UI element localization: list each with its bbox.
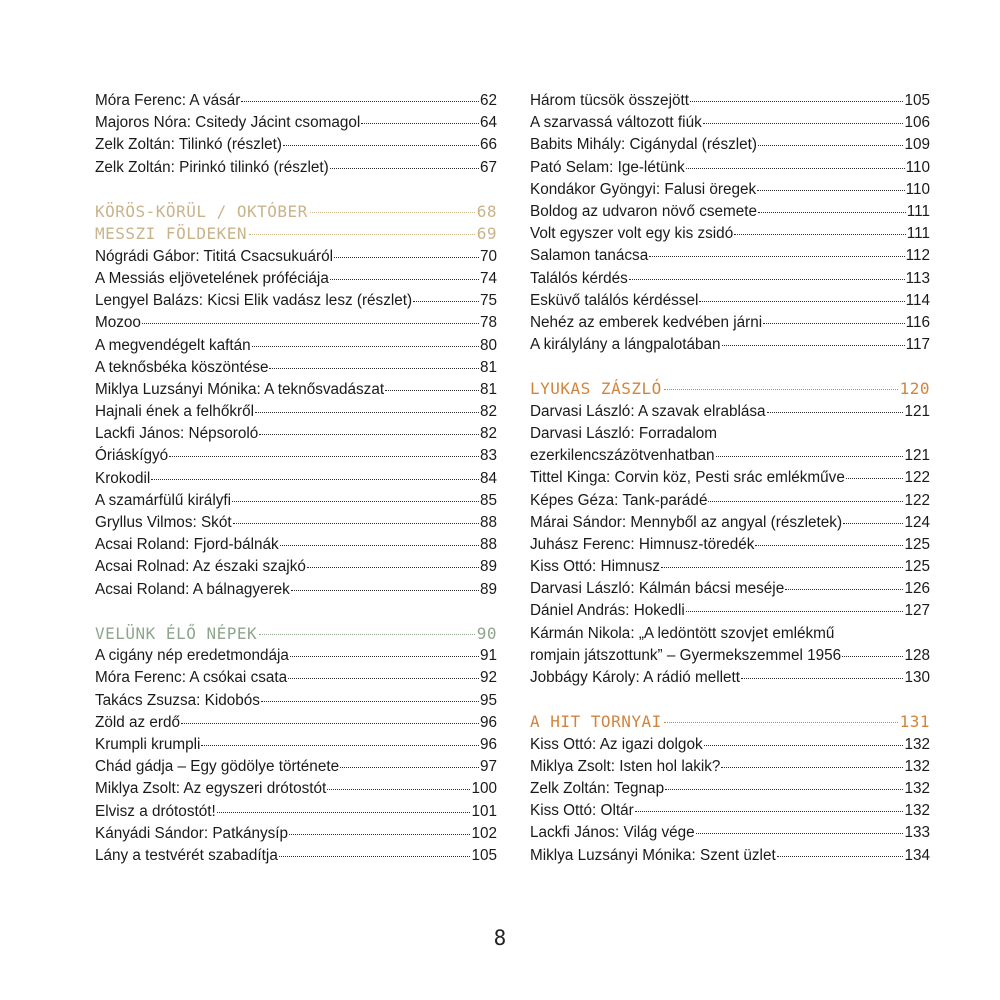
dot-leader xyxy=(843,523,903,524)
toc-entry-page: 117 xyxy=(905,336,930,354)
toc-entry-title: Találós kérdés xyxy=(530,269,628,287)
dot-leader xyxy=(169,456,479,457)
toc-entry xyxy=(95,335,497,357)
dot-leader xyxy=(241,101,479,102)
dot-leader xyxy=(842,656,903,657)
toc-entry-title: Zelk Zoltán: Pirinkó tilinkó (részlet) xyxy=(95,158,329,176)
toc-entry-title: A teknősbéka köszöntése xyxy=(95,358,269,376)
toc-entry-page: 89 xyxy=(479,558,497,576)
section-title: MESSZI FÖLDEKEN xyxy=(95,224,247,244)
toc-entry-title: Tittel Kinga: Corvin köz, Pesti srác emlékműve xyxy=(530,469,845,487)
toc-entry-title: A királylány a lángpalotában xyxy=(530,336,721,354)
toc-group xyxy=(95,645,497,867)
dot-leader xyxy=(686,168,905,169)
toc-entry-title: Kármán Nikola: „A ledöntött szovjet emlékmű xyxy=(530,624,835,642)
dot-leader xyxy=(699,301,904,302)
toc-entry-page: 106 xyxy=(904,114,930,132)
toc-entry-page: 78 xyxy=(479,314,497,332)
dot-leader xyxy=(741,678,903,679)
toc-entry xyxy=(95,112,497,134)
toc-entry-title: Hajnali ének a felhőkről xyxy=(95,403,255,421)
toc-entry xyxy=(95,401,497,423)
section-page: 69 xyxy=(476,224,497,244)
toc-entry xyxy=(530,556,930,578)
toc-entry-page: 109 xyxy=(904,136,930,154)
toc-entry xyxy=(95,268,497,290)
toc-entry xyxy=(95,512,497,534)
toc-entry-title: Majoros Nóra: Csitedy Jácint csomagol xyxy=(95,114,361,132)
toc-entry xyxy=(530,157,930,179)
dot-leader xyxy=(288,678,479,679)
toc-entry-title: Darvasi László: Kálmán bácsi meséje xyxy=(530,580,785,598)
toc-entry xyxy=(530,778,930,800)
toc-entry-page: 105 xyxy=(904,92,930,109)
toc-entry-title: ezerkilencszázötvenhatban xyxy=(530,447,715,465)
toc-entry-title: Márai Sándor: Mennyből az angyal (részletek) xyxy=(530,513,843,531)
toc-right-column xyxy=(530,90,930,867)
section-heading xyxy=(95,201,497,224)
toc-entry-title: Dániel András: Hokedli xyxy=(530,602,685,620)
toc-entry xyxy=(95,468,497,490)
toc-entry-page: 116 xyxy=(905,313,930,331)
dot-leader xyxy=(307,567,479,568)
toc-group xyxy=(530,90,930,356)
toc-entry xyxy=(530,223,930,245)
toc-entry-page: 85 xyxy=(479,491,497,509)
toc-entry-page: 130 xyxy=(904,669,930,686)
toc-entry-page: 81 xyxy=(479,380,497,398)
toc-entry-title: Darvasi László: A szavak elrablása xyxy=(530,402,766,420)
toc-entry xyxy=(95,423,497,445)
toc-entry xyxy=(95,246,497,268)
dot-leader xyxy=(629,279,905,280)
toc-entry-title: Zöld az erdő xyxy=(95,713,181,731)
toc-entry xyxy=(530,800,930,822)
toc-entry-page: 88 xyxy=(479,536,497,554)
toc-entry-page: 97 xyxy=(479,758,497,776)
toc-entry-title: Acsai Roland: Fjord-bálnák xyxy=(95,536,279,554)
dot-leader xyxy=(722,345,905,346)
section-page: 68 xyxy=(476,201,497,221)
toc-entry-title: Esküvő találós kérdéssel xyxy=(530,291,699,309)
section-page: 120 xyxy=(899,379,930,399)
toc-group xyxy=(95,246,497,601)
toc-entry-page: 110 xyxy=(905,158,930,176)
toc-entry-page: 88 xyxy=(479,514,497,531)
toc-entry-page: 89 xyxy=(479,580,497,598)
toc-entry-page: 75 xyxy=(479,292,497,310)
toc-entry-page: 74 xyxy=(479,269,497,287)
toc-entry-title: A megvendégelt kaftán xyxy=(95,336,251,354)
toc-entry xyxy=(95,490,497,512)
toc-entry-page: 113 xyxy=(905,269,930,287)
toc-entry-page: 83 xyxy=(479,447,497,465)
section-title: A HIT TORNYAI xyxy=(530,712,662,732)
dot-leader xyxy=(696,833,904,834)
toc-entry-page: 111 xyxy=(906,225,930,243)
toc-entry-page: 127 xyxy=(904,602,930,620)
dot-leader xyxy=(716,456,904,457)
dot-leader xyxy=(283,145,479,146)
toc-entry-title: Pató Selam: Ige-létünk xyxy=(530,158,685,176)
toc-entry-title: Salamon tanácsa xyxy=(530,247,649,265)
toc-entry-page: 105 xyxy=(471,846,497,864)
toc-entry-page: 125 xyxy=(904,535,930,553)
dot-leader xyxy=(690,101,903,102)
toc-entry-page: 102 xyxy=(471,824,497,842)
toc-entry-page: 70 xyxy=(479,247,497,265)
toc-entry-title: Lengyel Balázs: Kicsi Elik vadász lesz (részlet) xyxy=(95,292,413,310)
dot-leader xyxy=(142,323,479,324)
toc-entry-page: 66 xyxy=(479,136,497,154)
dot-leader xyxy=(259,434,479,435)
dot-leader xyxy=(708,501,903,502)
toc-entry-page: 126 xyxy=(904,580,930,598)
toc-entry xyxy=(95,667,497,689)
toc-entry-page: 125 xyxy=(904,558,930,576)
dot-leader xyxy=(846,478,904,479)
toc-entry xyxy=(530,822,930,844)
dot-leader xyxy=(763,323,904,324)
dot-leader xyxy=(385,390,479,391)
dot-leader xyxy=(785,589,903,590)
dot-leader xyxy=(686,611,904,612)
dot-leader xyxy=(151,479,479,480)
toc-entry-title: Elvisz a drótostót! xyxy=(95,802,216,820)
toc-entry xyxy=(530,600,930,622)
toc-entry-title: Volt egyszer volt egy kis zsidó xyxy=(530,225,734,243)
toc-entry-page: 100 xyxy=(471,780,497,798)
dot-leader xyxy=(758,212,906,213)
dot-leader xyxy=(252,346,479,347)
toc-entry-title: Darvasi László: Forradalom xyxy=(530,424,718,442)
toc-entry-title: Kiss Ottó: Himnusz xyxy=(530,558,661,576)
toc-entry-page: 111 xyxy=(906,202,930,220)
toc-entry xyxy=(95,823,497,845)
toc-entry-title: Acsai Rolnad: Az északi szajkó xyxy=(95,558,306,576)
dot-leader xyxy=(289,834,470,835)
toc-entry-page: 122 xyxy=(904,491,930,509)
dot-leader xyxy=(330,168,479,169)
toc-entry-page: 95 xyxy=(479,691,497,709)
toc-entry xyxy=(95,778,497,800)
toc-entry-page: 91 xyxy=(479,647,497,665)
dot-leader xyxy=(279,856,471,857)
toc-entry xyxy=(530,467,930,489)
toc-entry xyxy=(95,845,497,867)
toc-entry-page: 96 xyxy=(479,736,497,753)
toc-entry xyxy=(530,490,930,512)
section-heading xyxy=(530,711,930,734)
toc-entry-title: Lackfi János: Népsoroló xyxy=(95,425,259,443)
dot-leader xyxy=(664,722,898,723)
dot-leader xyxy=(361,123,479,124)
toc-entry xyxy=(95,579,497,601)
toc-entry-title: Lány a testvérét szabadítja xyxy=(95,846,278,864)
toc-entry xyxy=(95,734,497,756)
toc-entry-title: Chád gádja – Egy gödölye története xyxy=(95,758,340,776)
dot-leader xyxy=(327,789,470,790)
section-heading xyxy=(95,623,497,646)
dot-leader xyxy=(635,811,904,812)
toc-entry-title: Krokodil xyxy=(95,469,151,487)
toc-entry xyxy=(95,534,497,556)
toc-entry-page: 114 xyxy=(905,291,930,309)
toc-entry-page: 67 xyxy=(479,158,497,176)
toc-entry-page: 96 xyxy=(479,713,497,731)
section-title: LYUKAS ZÁSZLÓ xyxy=(530,379,662,399)
toc-entry-title: romjain játszottunk” – Gyermekszemmel 1956 xyxy=(530,646,842,664)
toc-entry-page: 64 xyxy=(479,114,497,132)
toc-entry-page: 121 xyxy=(904,402,930,420)
toc-entry xyxy=(530,401,930,423)
toc-entry xyxy=(530,623,930,667)
toc-entry-title: Jobbágy Károly: A rádió mellett xyxy=(530,669,741,686)
toc-entry-title: Gryllus Vilmos: Skót xyxy=(95,514,232,531)
toc-entry xyxy=(530,201,930,223)
toc-entry-title: A Messiás eljövetelének próféciája xyxy=(95,269,329,287)
toc-entry-page: 82 xyxy=(479,425,497,443)
dot-leader xyxy=(181,723,479,724)
dot-leader xyxy=(703,123,904,124)
dot-leader xyxy=(249,234,475,235)
toc-entry xyxy=(95,290,497,312)
toc-entry xyxy=(530,578,930,600)
toc-entry-page: 110 xyxy=(905,180,930,198)
toc-entry-page: 81 xyxy=(479,358,497,376)
dot-leader xyxy=(777,856,904,857)
toc-entry xyxy=(530,290,930,312)
toc-entry-page: 132 xyxy=(904,735,930,753)
toc-entry xyxy=(95,312,497,334)
dot-leader xyxy=(232,501,479,502)
toc-entry xyxy=(95,379,497,401)
toc-entry-title: Boldog az udvaron növő csemete xyxy=(530,202,758,220)
toc-entry xyxy=(530,734,930,756)
dot-leader xyxy=(280,545,479,546)
toc-entry xyxy=(530,179,930,201)
section-title: VELÜNK ÉLŐ NÉPEK xyxy=(95,623,258,643)
dot-leader xyxy=(340,767,479,768)
toc-entry-title: Babits Mihály: Cigánydal (részlet) xyxy=(530,136,757,154)
dot-leader xyxy=(664,389,898,390)
toc-entry-page: 124 xyxy=(904,513,930,531)
toc-entry-title: Kondákor Gyöngyi: Falusi öregek xyxy=(530,180,757,198)
dot-leader xyxy=(649,256,904,257)
toc-entry xyxy=(95,157,497,179)
toc-group xyxy=(530,734,930,867)
toc-entry xyxy=(95,645,497,667)
dot-leader xyxy=(758,145,903,146)
dot-leader xyxy=(721,767,903,768)
dot-leader xyxy=(704,745,904,746)
toc-entry xyxy=(530,312,930,334)
toc-group xyxy=(95,90,497,179)
toc-entry xyxy=(530,845,930,867)
dot-leader xyxy=(767,412,904,413)
dot-leader xyxy=(233,523,479,524)
toc-entry-title: Miklya Luzsányi Mónika: Szent üzlet xyxy=(530,846,776,864)
toc-entry-title: Miklya Zsolt: Az egyszeri drótostót xyxy=(95,780,327,798)
toc-entry-title: A szamárfülű királyfi xyxy=(95,491,232,509)
dot-leader xyxy=(413,301,479,302)
toc-entry-title: Takács Zsuzsa: Kidobós xyxy=(95,691,260,709)
section-heading xyxy=(530,378,930,401)
dot-leader xyxy=(255,412,479,413)
toc-entry-title: Nehéz az emberek kedvében járni xyxy=(530,313,763,331)
toc-group xyxy=(530,401,930,423)
toc-entry-title: Kányádi Sándor: Patkánysíp xyxy=(95,824,289,842)
toc-entry xyxy=(530,756,930,778)
toc-entry-title: A szarvassá változott fiúk xyxy=(530,114,702,132)
toc-entry-page: 82 xyxy=(479,403,497,421)
toc-entry-title: Nógrádi Gábor: Tititá Csacsukuáról xyxy=(95,247,334,265)
toc-entry-page: 132 xyxy=(904,780,930,798)
toc-entry-page: 134 xyxy=(904,846,930,864)
toc-entry-page: 132 xyxy=(904,802,930,820)
toc-entry-title: Zelk Zoltán: Tegnap xyxy=(530,780,665,798)
dot-leader xyxy=(217,812,471,813)
toc-entry-title: Juhász Ferenc: Himnusz-töredék xyxy=(530,535,755,553)
toc-entry xyxy=(530,112,930,134)
dot-leader xyxy=(261,701,479,702)
toc-entry-title: Móra Ferenc: A vásár xyxy=(95,92,241,109)
toc-entry xyxy=(95,712,497,734)
toc-entry-page: 121 xyxy=(904,447,930,465)
toc-entry xyxy=(530,134,930,156)
toc-entry-page: 132 xyxy=(904,757,930,775)
toc-entry xyxy=(530,423,930,467)
toc-entry-title: Kiss Ottó: Oltár xyxy=(530,802,634,820)
toc-entry-page: 128 xyxy=(904,646,930,664)
page-number: 8 xyxy=(493,926,507,950)
toc-entry-title: Mozoo xyxy=(95,314,141,332)
toc-entry-title: Miklya Zsolt: Isten hol lakik? xyxy=(530,757,721,775)
section-title: KÖRÖS-KÖRÜL / OKTÓBER xyxy=(95,201,308,221)
toc-entry xyxy=(530,667,930,689)
dot-leader xyxy=(757,190,904,191)
toc-entry xyxy=(530,534,930,556)
toc-entry-title: Lackfi János: Világ vége xyxy=(530,824,695,842)
toc-entry xyxy=(95,90,497,112)
toc-entry xyxy=(95,556,497,578)
dot-leader xyxy=(310,212,475,213)
toc-entry-page: 62 xyxy=(479,92,497,109)
toc-entry xyxy=(530,90,930,112)
toc-entry-page: 92 xyxy=(479,669,497,687)
toc-left-column xyxy=(95,90,497,867)
toc-entry-title: Móra Ferenc: A csókai csata xyxy=(95,669,288,687)
toc-entry xyxy=(95,134,497,156)
toc-entry xyxy=(530,334,930,356)
toc-entry xyxy=(95,801,497,823)
toc-entry xyxy=(530,245,930,267)
toc-group xyxy=(530,667,930,689)
dot-leader xyxy=(334,257,479,258)
dot-leader xyxy=(291,590,479,591)
toc-entry xyxy=(95,357,497,379)
toc-entry-page: 122 xyxy=(904,469,930,487)
toc-entry xyxy=(95,690,497,712)
dot-leader xyxy=(330,279,479,280)
toc-entry-page: 101 xyxy=(471,802,497,820)
toc-entry-title: A cigány nép eredetmondája xyxy=(95,647,289,665)
section-page: 90 xyxy=(476,623,497,643)
toc-entry xyxy=(95,756,497,778)
dot-leader xyxy=(269,368,479,369)
dot-leader xyxy=(201,745,479,746)
toc-entry-title: Három tücsök összejött xyxy=(530,92,689,109)
section-page: 131 xyxy=(899,712,930,732)
dot-leader xyxy=(755,545,903,546)
dot-leader xyxy=(661,567,903,568)
toc-entry xyxy=(530,512,930,534)
toc-entry-page: 80 xyxy=(479,336,497,354)
toc-entry xyxy=(95,445,497,467)
toc-entry-page: 133 xyxy=(904,824,930,842)
dot-leader xyxy=(665,789,903,790)
toc-entry xyxy=(530,268,930,290)
toc-entry-title: Krumpli krumpli xyxy=(95,736,201,753)
toc-entry-page: 112 xyxy=(905,247,930,265)
toc-entry-title: Miklya Luzsányi Mónika: A teknősvadászat xyxy=(95,380,385,398)
dot-leader xyxy=(734,234,906,235)
toc-group xyxy=(530,467,930,622)
section-heading xyxy=(95,223,497,246)
toc-entry-title: Képes Géza: Tank-parádé xyxy=(530,491,708,509)
toc-entry-title: Acsai Roland: A bálnagyerek xyxy=(95,580,290,598)
toc-entry-page: 84 xyxy=(479,469,497,487)
dot-leader xyxy=(290,656,479,657)
toc-entry-title: Zelk Zoltán: Tilinkó (részlet) xyxy=(95,136,283,154)
toc-entry-title: Kiss Ottó: Az igazi dolgok xyxy=(530,735,703,753)
toc-entry-title: Óriáskígyó xyxy=(95,447,169,465)
dot-leader xyxy=(259,634,475,635)
